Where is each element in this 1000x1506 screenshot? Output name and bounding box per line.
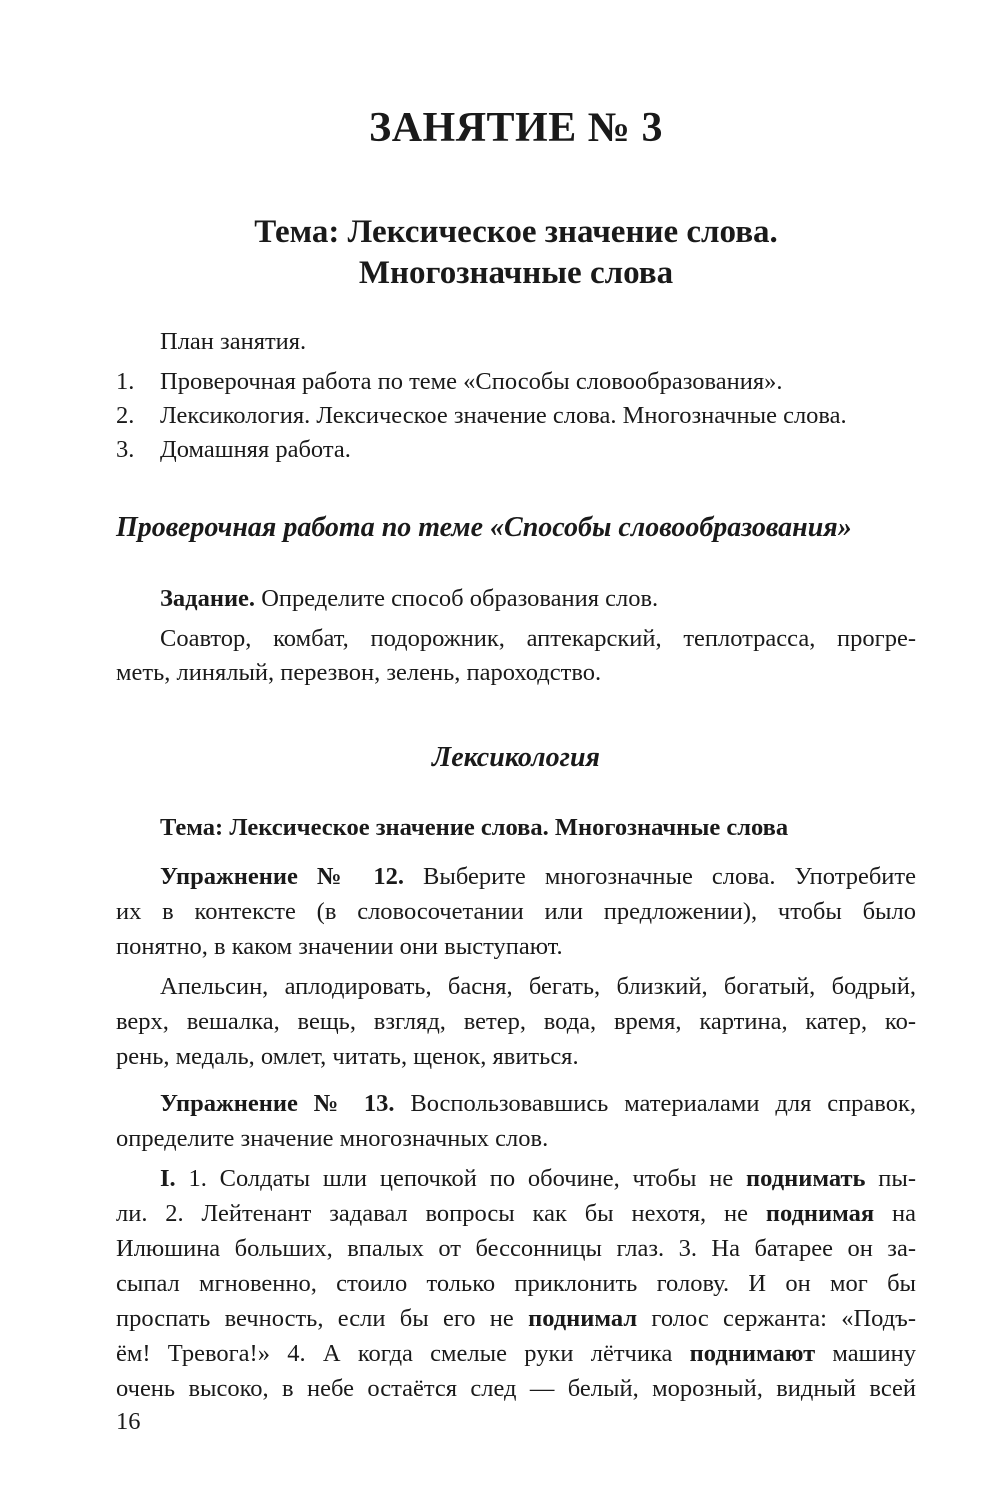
exercise-13-text-line <box>116 1162 916 1197</box>
highlighted-word: поднимал <box>528 1305 638 1332</box>
exercise-12-words-text: Апельсин, аплодировать, басня, бегать, близкий, богатый, бодрый, <box>160 973 916 1000</box>
exercise-13-text-line <box>116 1337 916 1372</box>
exercise-13-text-line: Илюшина больших, впалых от бессонницы глаз. 3. На батарее он за- <box>116 1235 916 1262</box>
exercise-13-label: Упражнение № 13. <box>160 1090 395 1117</box>
exercise-12-words-line: верх, вешалка, вещь, взгляд, ветер, вода, время, картина, катер, ко- <box>116 1008 916 1035</box>
highlighted-word: поднимая <box>765 1200 875 1227</box>
task-label: Задание. <box>160 585 256 612</box>
task-text: Определите способ образования слов. <box>255 585 659 612</box>
text-fragment: пы- <box>865 1165 917 1192</box>
words-line: меть, линялый, перезвон, зелень, пароходство. <box>116 659 602 686</box>
exercise-12-label: Упражнение № 12. <box>160 863 405 890</box>
plan-item-text: Лексикология. Лексическое значение слова. Многозначные слова. <box>160 402 847 429</box>
task-paragraph <box>116 582 916 617</box>
plan-heading: План занятия. <box>160 328 307 355</box>
exercise-12-line: их в контексте (в словосочетании или предложении), чтобы было <box>116 898 916 925</box>
exercise-12-text: Выберите многозначные слова. Употребите <box>404 863 916 890</box>
exercise-12-line: понятно, в каком значении они выступают. <box>116 933 563 960</box>
plan-item-number: 3. <box>116 436 135 463</box>
plan-item-number: 2. <box>116 402 135 429</box>
exercise-13-text: Воспользовавшись материалами для справок, <box>394 1090 916 1117</box>
text-fragment: ём! Тревога!» 4. А когда смелые руки лётчика <box>116 1340 690 1367</box>
exercise-13-text-line: сыпал мгновенно, стоило только приклонить голову. И он мог бы <box>116 1270 916 1297</box>
test-section-heading: Проверочная работа по теме «Способы словообразования» <box>116 512 852 543</box>
plan-item-text: Проверочная работа по теме «Способы словообразования». <box>160 368 783 395</box>
exercise-13-line: определите значение многозначных слов. <box>116 1125 549 1152</box>
exercise-12-line <box>116 860 916 895</box>
lexicology-heading: Лексикология <box>432 742 600 773</box>
text-fragment: на <box>874 1200 916 1227</box>
exercise-13-text-line <box>116 1197 916 1232</box>
text-fragment: голос сержанта: «Подъ- <box>637 1305 916 1332</box>
exercise-13-text-line: очень высоко, в небе остаётся след — белый, морозный, видный всей <box>116 1375 916 1402</box>
page-number: 16 <box>116 1408 141 1435</box>
words-text: Соавтор, комбат, подорожник, аптекарский, теплотрасса, прогре- <box>160 625 916 652</box>
lexicology-subtopic: Тема: Лексическое значение слова. Многозначные слова <box>160 814 789 841</box>
text-fragment: ли. 2. Лейтенант задавал вопросы как бы нехотя, не <box>116 1200 766 1227</box>
words-line <box>116 622 916 657</box>
text-fragment: проспать вечность, если бы его не <box>116 1305 529 1332</box>
plan-item-number: 1. <box>116 368 135 395</box>
exercise-13-text-line <box>116 1302 916 1337</box>
lesson-title: ЗАНЯТИЕ № 3 <box>369 105 663 151</box>
topic-line-1: Тема: Лексическое значение слова. <box>254 214 778 250</box>
text-fragment: машину <box>815 1340 916 1367</box>
highlighted-word: поднимать <box>746 1165 866 1192</box>
exercise-12-words-line <box>116 970 916 1005</box>
exercise-12-words-line: рень, медаль, омлет, читать, щенок, явиться. <box>116 1043 579 1070</box>
text-fragment: 1. Солдаты шли цепочкой по обочине, чтобы не <box>175 1165 747 1192</box>
plan-item-text: Домашняя работа. <box>160 436 351 463</box>
highlighted-word: поднимают <box>689 1340 816 1367</box>
exercise-13-line <box>116 1087 916 1122</box>
part-label: I. <box>160 1165 176 1192</box>
topic-line-2: Многозначные слова <box>358 255 674 291</box>
